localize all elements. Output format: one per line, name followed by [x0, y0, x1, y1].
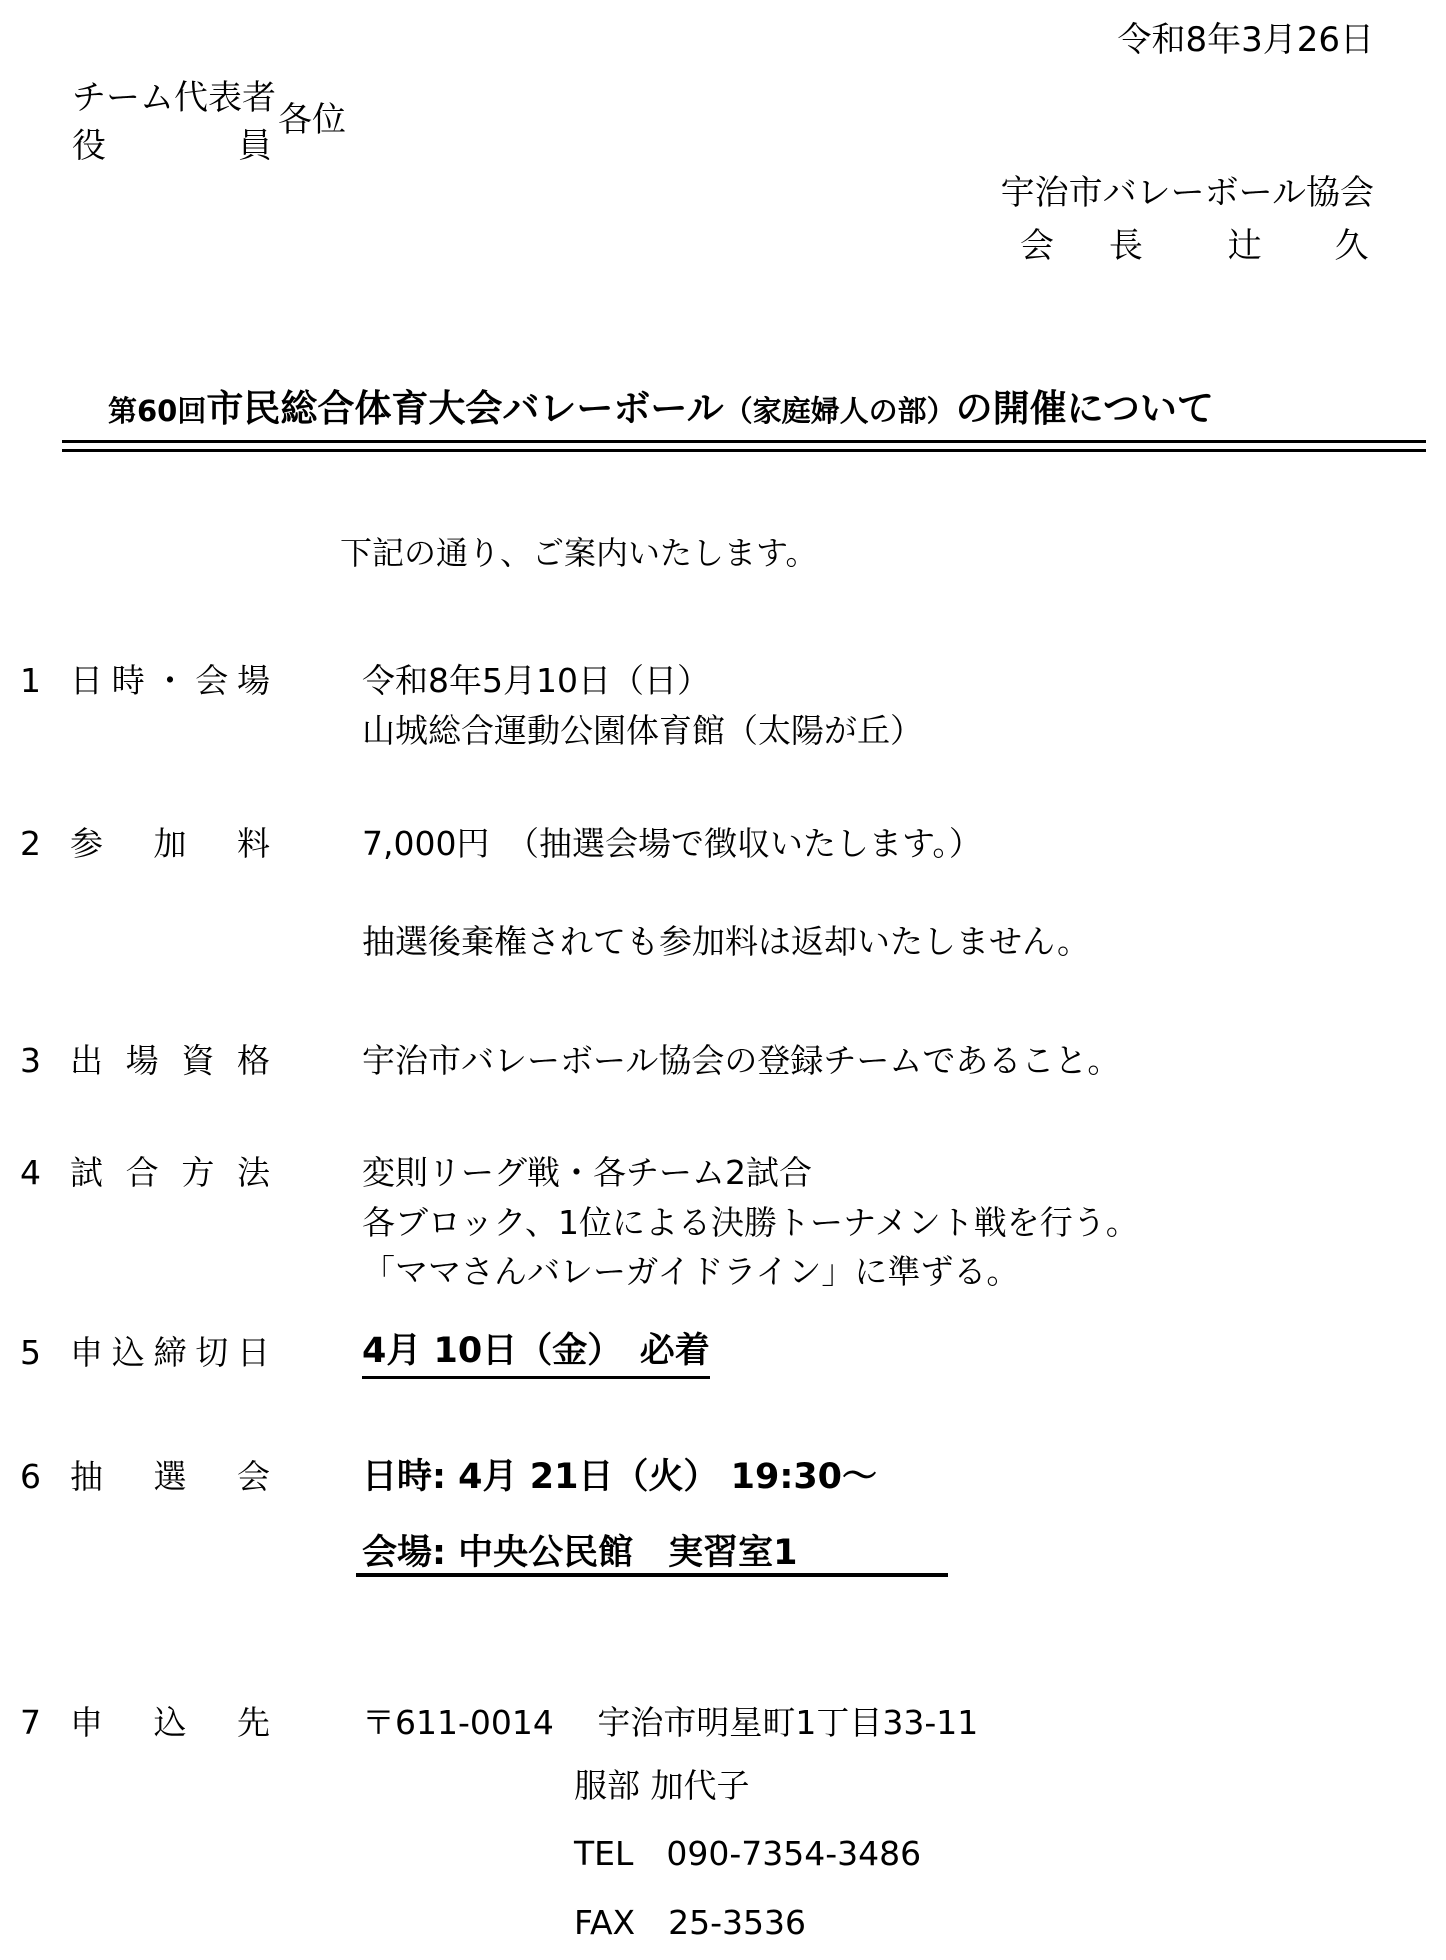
item-5-label	[20, 1327, 270, 1374]
item-7-fax: FAX 25-3536	[574, 1903, 807, 1942]
label-char: 申	[70, 1333, 103, 1372]
label-char: 抽	[70, 1457, 103, 1496]
item-2-value-1: 7,000円 （抽選会場で徴収いたします。）	[362, 824, 982, 863]
item-number: 2	[20, 824, 41, 863]
item-number: 6	[20, 1457, 41, 1496]
label-char: 合	[125, 1153, 159, 1192]
recipient-officers-char-2: 員	[238, 126, 272, 166]
item-4-value-1: 変則リーグ戦・各チーム2試合	[362, 1153, 812, 1192]
item-1-label	[20, 655, 270, 702]
item-4-label	[20, 1147, 270, 1194]
label-char: ・	[153, 661, 187, 700]
item-3-label	[20, 1035, 270, 1082]
item-6-label	[20, 1451, 270, 1498]
label-char: 会	[195, 661, 229, 700]
president-name-char-2: 久	[1334, 226, 1369, 266]
label-char: 方	[181, 1153, 215, 1192]
recipient-officers-char-1: 役	[72, 126, 106, 166]
item-6-venue: 会場: 中央公民館 実習室1	[362, 1533, 798, 1573]
label-char: 試	[70, 1153, 103, 1192]
label-char: 場	[125, 1041, 159, 1080]
item-number: 4	[20, 1153, 41, 1192]
label-char: 場	[237, 661, 270, 700]
label-char: 申	[70, 1703, 103, 1742]
title-prefix: 第60回	[108, 394, 207, 428]
president-title-char-1: 会	[1020, 226, 1054, 266]
label-char: 日	[70, 661, 103, 700]
label-char: 資	[181, 1041, 215, 1080]
item-number: 7	[20, 1703, 41, 1742]
item-number: 5	[20, 1333, 41, 1372]
item-label-text	[70, 655, 270, 702]
title-rule-top	[62, 440, 1426, 443]
item-number: 3	[20, 1041, 41, 1080]
item-4-value-3: 「ママさんバレーガイドライン」に準ずる。	[362, 1252, 1020, 1291]
item-7-label	[20, 1697, 270, 1744]
label-char: 加	[153, 824, 187, 863]
item-label-text	[70, 818, 270, 865]
venue-underline	[356, 1573, 948, 1577]
label-char: 格	[236, 1041, 270, 1080]
recipient-officers	[72, 118, 272, 167]
item-7-tel: TEL 090-7354-3486	[574, 1834, 922, 1873]
label-char: 切	[195, 1333, 229, 1372]
item-2-value-2: 抽選後棄権されても参加料は返却いたしません。	[362, 922, 1090, 961]
label-char: 会	[237, 1457, 270, 1496]
sender-organization: 宇治市バレーボール協会	[1000, 173, 1374, 213]
intro-text: 下記の通り、ご案内いたします。	[340, 534, 818, 572]
item-number: 1	[20, 661, 41, 700]
label-char: 参	[70, 824, 103, 863]
label-char: 選	[153, 1457, 187, 1496]
title-paren: （家庭婦人の部）	[723, 394, 956, 428]
label-char: 時	[111, 661, 145, 700]
president-title-char-2: 長	[1108, 226, 1143, 266]
title-main: 市民総合体育大会バレーボール	[206, 387, 724, 430]
label-char: 日	[237, 1333, 270, 1372]
item-1-value-2: 山城総合運動公園体育館（太陽が丘）	[362, 711, 923, 750]
item-1-value-1: 令和8年5月10日（日）	[362, 661, 710, 700]
sender-president	[1020, 218, 1368, 267]
label-char: 込	[153, 1703, 187, 1742]
item-label-text	[70, 1697, 270, 1744]
item-2-label	[20, 818, 270, 865]
president-name-char-1: 辻	[1227, 226, 1262, 266]
label-char: 先	[237, 1703, 270, 1742]
title-suffix: の開催について	[955, 387, 1214, 430]
label-char: 込	[111, 1333, 145, 1372]
item-7-contact-name: 服部 加代子	[574, 1766, 750, 1805]
label-char: 締	[153, 1333, 187, 1372]
recipient-suffix: 各位	[278, 100, 346, 140]
issue-date: 令和8年3月26日	[1117, 20, 1374, 60]
item-6-datetime: 日時: 4月 21日（火） 19:30～	[362, 1457, 878, 1497]
title-rule-bottom	[62, 449, 1426, 452]
item-5-deadline: 4月 10日（金） 必着	[362, 1323, 710, 1379]
item-4-value-2: 各ブロック、1位による決勝トーナメント戦を行う。	[362, 1203, 1139, 1242]
item-label-text	[70, 1147, 270, 1194]
label-char: 出	[70, 1041, 103, 1080]
item-label-text	[70, 1035, 270, 1082]
document-title	[108, 378, 1214, 432]
item-3-value-1: 宇治市バレーボール協会の登録チームであること。	[362, 1041, 1121, 1080]
item-label-text	[70, 1451, 270, 1498]
label-char: 法	[236, 1153, 270, 1192]
label-char: 料	[237, 824, 270, 863]
item-7-address: 〒611-0014 宇治市明星町1丁目33-11	[362, 1703, 979, 1742]
recipient-team-reps: チーム代表者	[72, 78, 276, 118]
item-label-text	[70, 1327, 270, 1374]
